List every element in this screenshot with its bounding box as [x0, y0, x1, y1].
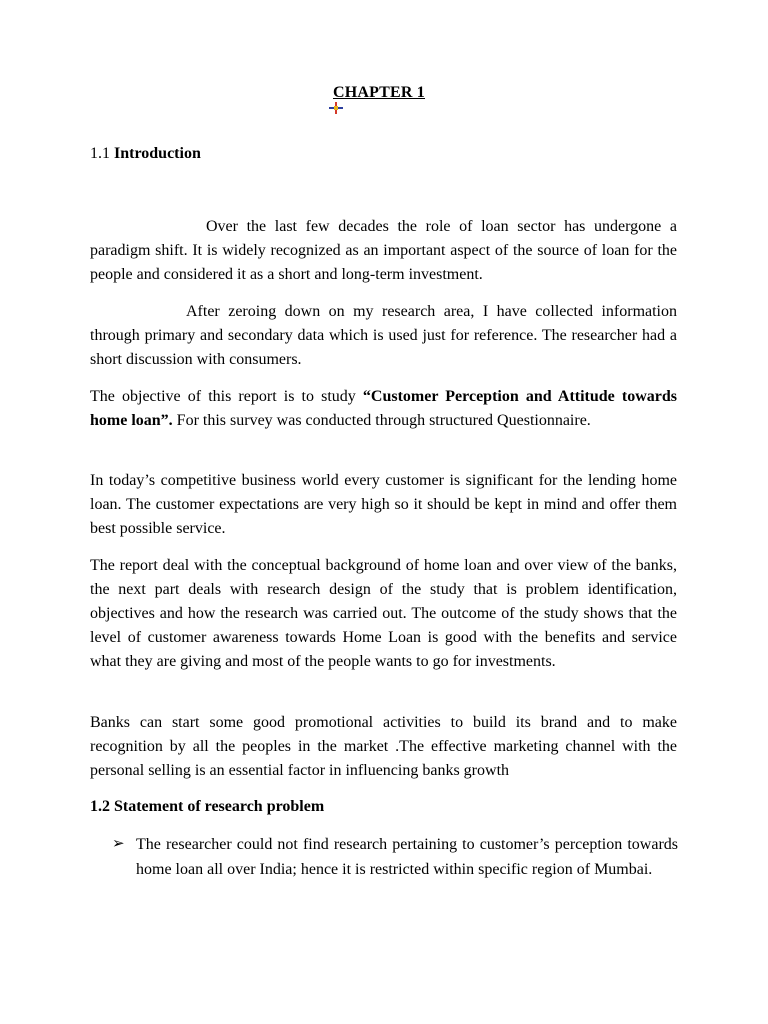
- list-item-text: The researcher could not find research pertaining to customer’s perception towards home loan all over India; hence it is restricted within specific region of Mumbai.: [136, 836, 678, 878]
- paragraph-6: Banks can start some good promotional activities to build its brand and to make recognition by all the peoples in the market .The effective marketing channel with the personal selling is an essential factor in influencing banks growth: [90, 714, 677, 779]
- move-cursor-icon: [328, 101, 344, 115]
- section-title: 1.2 Statement of research problem: [90, 798, 325, 815]
- section-number: 1.1: [90, 145, 110, 162]
- section-heading-research-problem: [90, 798, 324, 816]
- study-title-bold: “Customer Perception and Attitude towards home loan”.: [90, 388, 677, 429]
- paragraph-3: [90, 385, 677, 433]
- arrow-bullet-icon: ➢: [112, 836, 125, 852]
- paragraph-1: Over the last few decades the role of loan sector has undergone a paradigm shift. It is widely recognized as an important aspect of the source of loan for the people and considered it as a short and long-term investment.: [90, 218, 677, 283]
- paragraph-3-lead: The objective of this report is to study: [90, 388, 363, 405]
- chapter-title: CHAPTER 1: [332, 84, 426, 101]
- chapter-heading-wrap: [0, 84, 768, 102]
- list-item: [112, 832, 678, 882]
- paragraph-4: In today’s competitive business world every customer is significant for the lending home loan. The customer expectations are very high so it should be kept in mind and offer them best possible service.: [90, 472, 677, 537]
- paragraph-2: After zeroing down on my research area, I have collected information through primary and secondary data which is used just for reference. The researcher had a short discussion with consumers.: [90, 303, 677, 368]
- paragraph-5: The report deal with the conceptual background of home loan and over view of the banks, the next part deals with research design of the study that is problem identification, objectives and how the research was carried out. The outcome of the study shows that the level of customer awareness towards Home Loan is good with the benefits and service what they are giving and most of the people wants to go for investments.: [90, 557, 677, 670]
- section-heading-introduction: [90, 145, 201, 163]
- paragraph-3-tail: For this survey was conducted through structured Questionnaire.: [172, 412, 591, 429]
- section-title: Introduction: [114, 145, 201, 162]
